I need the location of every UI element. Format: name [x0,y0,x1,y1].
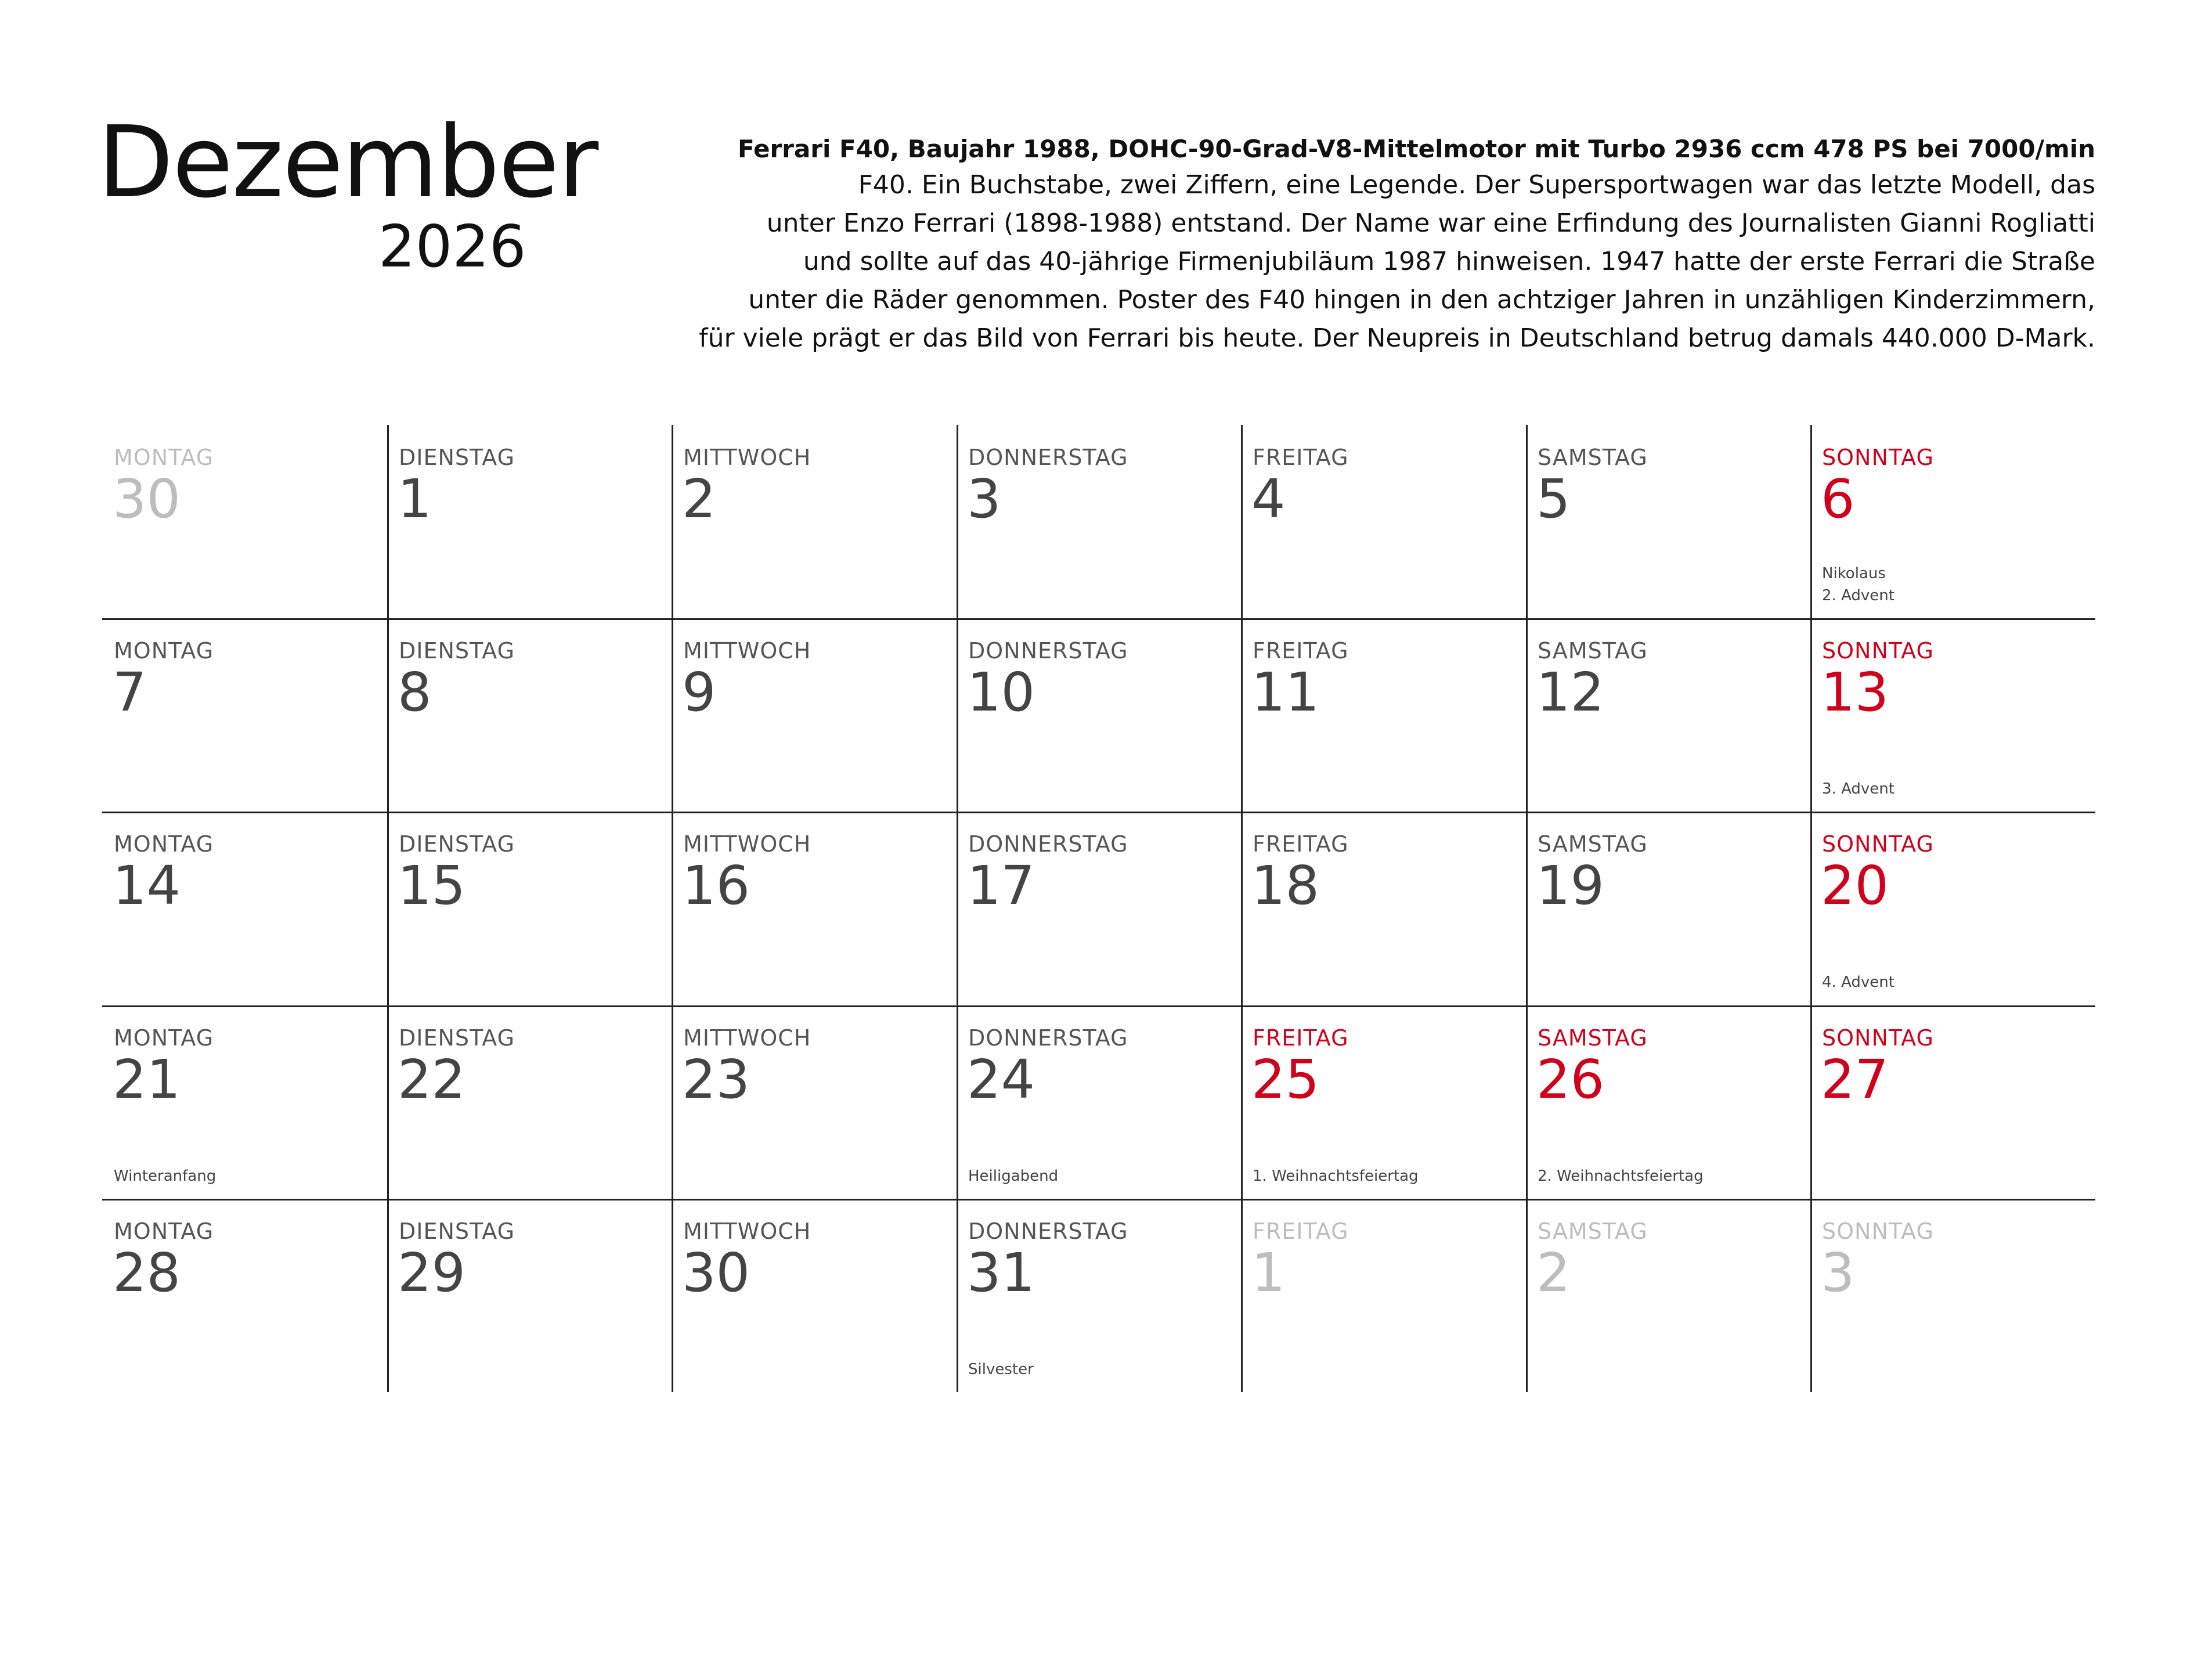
day-number: 11 [1251,661,1320,723]
day-number: 16 [682,855,750,917]
weekday-label: MONTAG [114,831,214,857]
day-cell [1526,1199,1811,1392]
day-number: 18 [1251,855,1320,917]
day-cell [102,1005,387,1199]
weekday-label: MONTAG [114,638,214,664]
description-block [528,132,2095,358]
weekday-label: SONNTAG [1822,831,1934,857]
day-number: 3 [967,468,1001,530]
day-cell [957,1199,1242,1392]
day-number: 1 [398,468,432,530]
day-number: 7 [113,661,147,723]
day-cell [387,425,672,618]
day-number: 26 [1536,1048,1605,1111]
weekday-label: DIENSTAG [399,1025,515,1051]
day-cell [957,618,1242,812]
weekday-label: MITTWOCH [683,638,811,664]
weekday-label: SAMSTAG [1538,638,1648,664]
year-title: 2026 [378,212,526,280]
day-number: 20 [1821,855,1889,917]
day-cell [1810,812,2095,1005]
day-cell [1241,425,1526,618]
day-note: 1. Weihnachtsfeiertag [1253,1167,1419,1185]
day-cell [387,812,672,1005]
weekday-label: MITTWOCH [683,445,811,470]
day-number: 22 [398,1048,466,1111]
day-number: 23 [682,1048,750,1111]
day-cell [1526,1005,1811,1199]
weekday-label: FREITAG [1253,1025,1349,1051]
day-number: 29 [398,1242,466,1304]
day-number: 2 [1536,1242,1571,1304]
weekday-label: SAMSTAG [1538,1025,1648,1051]
weekday-label: DIENSTAG [399,638,515,664]
weekday-label: DIENSTAG [399,831,515,857]
day-number: 15 [398,855,466,917]
day-cell [672,618,957,812]
day-note: 2. Advent [1822,587,1895,605]
day-number: 9 [682,661,716,723]
day-number: 25 [1251,1048,1320,1111]
weekday-label: FREITAG [1253,1218,1349,1244]
day-cell [672,1199,957,1392]
day-number: 2 [682,468,716,530]
weekday-label: FREITAG [1253,445,1349,470]
weekday-label: DONNERSTAG [968,831,1128,857]
day-cell [1810,425,2095,618]
day-cell [387,618,672,812]
description-line: unter Enzo Ferrari (1898-1988) entstand. Der Name war eine Erfindung des Journalisten Gianni Rogliatti [766,208,2095,238]
description-heading: Ferrari F40, Baujahr 1988, DOHC-90-Grad-V8-Mittelmotor mit Turbo 2936 ccm 478 PS bei 7000/min [738,135,2095,163]
day-note: 2. Weihnachtsfeiertag [1538,1167,1704,1185]
day-number: 30 [682,1242,750,1304]
description-line: F40. Ein Buchstabe, zwei Ziffern, eine Legende. Der Supersportwagen war das letzte Modell, das [858,170,2095,200]
description-line: und sollte auf das 40-jährige Firmenjubiläum 1987 hinweisen. 1947 hatte der erste Ferrari die Straße [803,247,2095,276]
day-cell [672,812,957,1005]
day-number: 14 [113,855,181,917]
day-number: 24 [967,1048,1035,1111]
weekday-label: SONNTAG [1822,445,1934,470]
day-note: Winteranfang [114,1167,216,1185]
weekday-label: SONNTAG [1822,638,1934,664]
day-cell [1241,618,1526,812]
weekday-label: SAMSTAG [1538,1218,1648,1244]
day-number: 4 [1251,468,1286,530]
day-number: 12 [1536,661,1605,723]
day-note: 4. Advent [1822,974,1895,992]
weekday-label: MONTAG [114,1025,214,1051]
weekday-label: FREITAG [1253,831,1349,857]
weekday-label: DONNERSTAG [968,1218,1128,1244]
day-number: 3 [1821,1242,1855,1304]
day-number: 13 [1821,661,1889,723]
day-number: 19 [1536,855,1605,917]
weekday-label: MITTWOCH [683,1025,811,1051]
day-number: 30 [113,468,181,530]
day-cell [1810,618,2095,812]
day-cell [102,1199,387,1392]
day-cell [102,812,387,1005]
day-number: 5 [1536,468,1571,530]
day-number: 31 [967,1242,1035,1304]
day-cell [672,425,957,618]
weekday-label: DONNERSTAG [968,1025,1128,1051]
day-cell [1241,1199,1526,1392]
day-number: 17 [967,855,1035,917]
day-cell [1526,425,1811,618]
weekday-label: MITTWOCH [683,831,811,857]
day-cell [1241,1005,1526,1199]
day-note: Heiligabend [968,1167,1059,1185]
day-cell [1810,1199,2095,1392]
day-cell [387,1005,672,1199]
day-cell [1526,618,1811,812]
day-note: Nikolaus [1822,565,1886,583]
description-line: unter die Räder genommen. Poster des F40 hingen in den achtziger Jahren in unzähligen Kinderzimmern, [748,285,2095,315]
day-note: Silvester [968,1361,1034,1379]
day-cell [1241,812,1526,1005]
weekday-label: MONTAG [114,445,214,470]
day-note: 3. Advent [1822,780,1895,798]
weekday-label: DIENSTAG [399,445,515,470]
weekday-label: FREITAG [1253,638,1349,664]
day-cell [957,425,1242,618]
weekday-label: DONNERSTAG [968,638,1128,664]
month-title: Dezember [98,105,598,220]
day-cell [387,1199,672,1392]
weekday-label: MONTAG [114,1218,214,1244]
calendar-grid [102,425,2095,1392]
day-number: 10 [967,661,1035,723]
day-cell [957,1005,1242,1199]
day-cell [672,1005,957,1199]
day-cell [957,812,1242,1005]
weekday-label: SAMSTAG [1538,831,1648,857]
description-line: für viele prägt er das Bild von Ferrari bis heute. Der Neupreis in Deutschland betrug damals 440.000 D-Mark. [699,323,2095,353]
day-number: 27 [1821,1048,1889,1111]
weekday-label: DIENSTAG [399,1218,515,1244]
weekday-label: DONNERSTAG [968,445,1128,470]
weekday-label: SONNTAG [1822,1025,1934,1051]
day-cell [102,425,387,618]
day-cell [102,618,387,812]
day-number: 1 [1251,1242,1286,1304]
day-number: 6 [1821,468,1855,530]
day-cell [1526,812,1811,1005]
weekday-label: SONNTAG [1822,1218,1934,1244]
day-number: 28 [113,1242,181,1304]
weekday-label: SAMSTAG [1538,445,1648,470]
day-number: 8 [398,661,432,723]
day-cell [1810,1005,2095,1199]
day-number: 21 [113,1048,181,1111]
weekday-label: MITTWOCH [683,1218,811,1244]
